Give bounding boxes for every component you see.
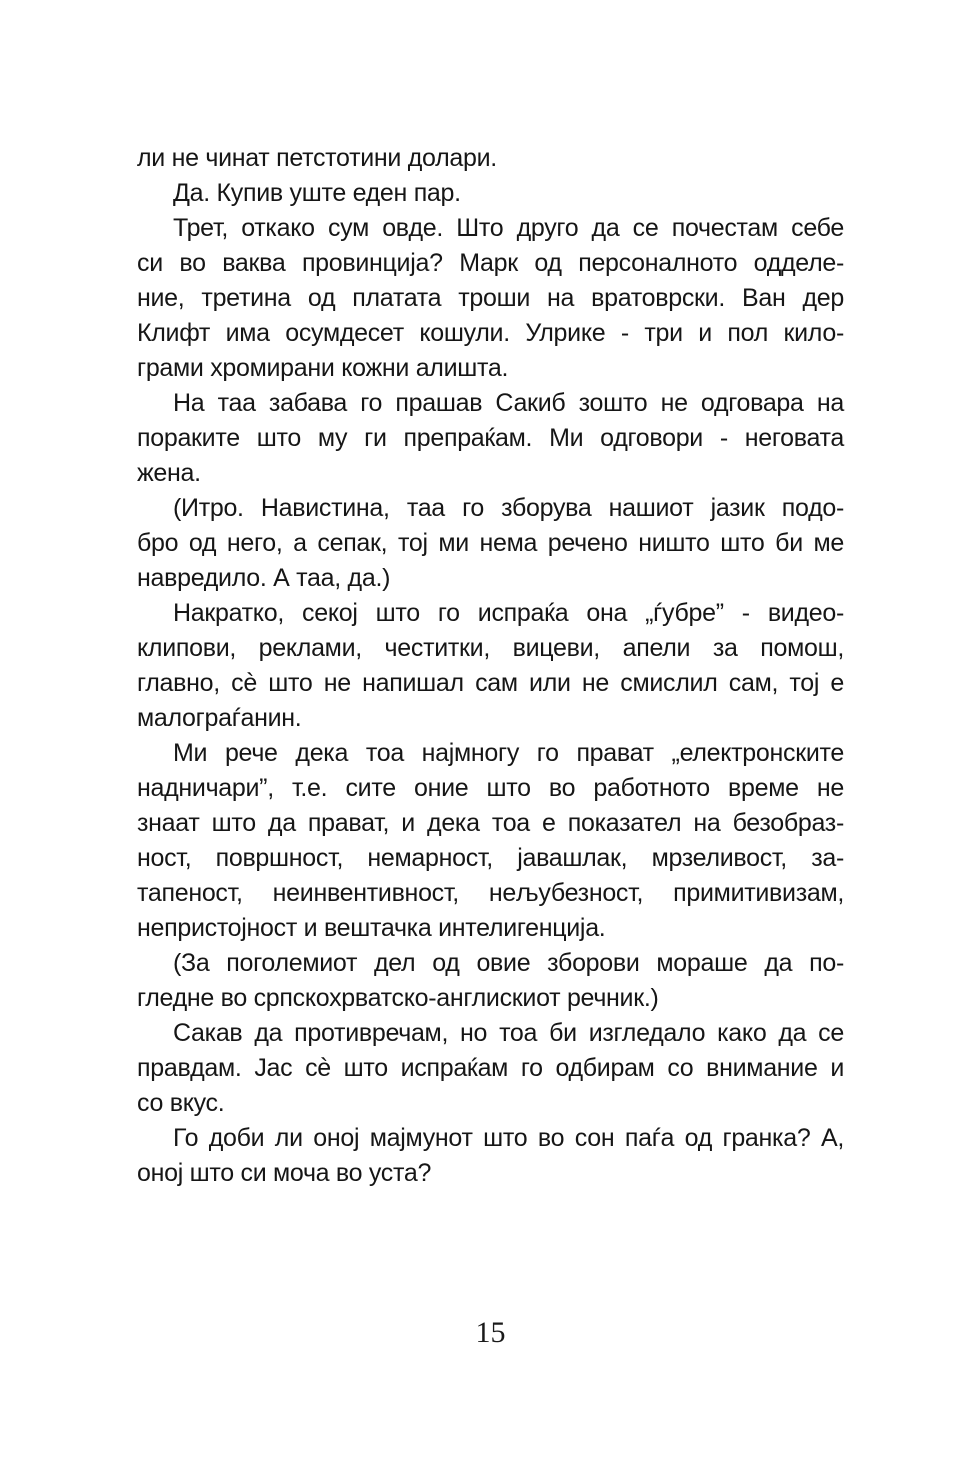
- text-line: ние, третина од платата троши на вратоврски. Ван дер: [137, 284, 844, 312]
- text-line: непристојност и вештачка интелигенција.: [137, 914, 606, 942]
- text-line: Сакав да противречам, но тоа би изгледало како да се: [173, 1019, 844, 1047]
- text-line: пораките што му ги препраќам. Ми одговори - неговата: [137, 424, 844, 452]
- text-line: навредило. А таа, да.): [137, 564, 391, 592]
- text-line: Го доби ли оној мајмунот што во сон паѓа од гранка? А,: [173, 1124, 844, 1152]
- text-line: Да. Купив уште еден пар.: [173, 179, 461, 207]
- text-line: малограѓанин.: [137, 704, 302, 732]
- text-line: гледне во српскохрватско-англискиот речник.): [137, 984, 659, 1012]
- text-line: (Итро. Навистина, таа го зборува нашиот јазик подо-: [173, 494, 844, 522]
- text-line: (За поголемиот дел од овие зборови мораше да по-: [173, 949, 844, 977]
- text-line: знаат што да прават, и дека тоа е показател на безобраз-: [137, 809, 844, 837]
- text-line: правдам. Јас сè што испраќам го одбирам со внимание и: [137, 1054, 844, 1082]
- text-line: надничари”, т.е. сите оние што во работното време не: [137, 774, 844, 802]
- text-line: си во ваква провинција? Марк од персоналното одделе-: [137, 249, 844, 277]
- text-line: жена.: [137, 459, 201, 487]
- text-line: Ми рече дека тоа најмногу го прават „електронските: [173, 739, 844, 767]
- text-line: На таа забава го прашав Сакиб зошто не одговара на: [173, 389, 844, 417]
- text-line: тапеност, неинвентивност, нељубезност, примитивизам,: [137, 879, 844, 907]
- page-number: 15: [475, 1316, 506, 1349]
- paragraph: [137, 386, 844, 491]
- text-line: клипови, реклами, честитки, вицеви, апели за помош,: [137, 634, 844, 662]
- text-line: Клифт има осумдесет кошули. Улрике - три и пол кило-: [137, 319, 844, 347]
- paragraph: [137, 1121, 844, 1191]
- text-line: Накратко, секој што го испраќа она „ѓубре” - видео-: [173, 599, 844, 627]
- text-line: ност, површност, немарност, јавашлак, мрзеливост, за-: [137, 844, 844, 872]
- text-line: ли не чинат петстотини долари.: [137, 144, 497, 172]
- paragraph: [137, 736, 844, 946]
- paragraph: [137, 1016, 844, 1121]
- text-line: бро од него, а сепак, тој ми нема речено ништо што би ме: [137, 529, 844, 557]
- paragraph: [137, 211, 844, 386]
- paragraph: [137, 176, 844, 211]
- paragraph: [137, 946, 844, 1016]
- paragraph: [137, 491, 844, 596]
- paragraph: [137, 596, 844, 736]
- page-text: [137, 141, 844, 1191]
- text-line: со вкус.: [137, 1089, 225, 1117]
- text-line: грами хромирани кожни алишта.: [137, 354, 509, 382]
- text-line: оној што си моча во уста?: [137, 1159, 432, 1187]
- text-line: главно, сè што не напишал сам или не смислил сам, тој е: [137, 669, 844, 697]
- paragraph: [137, 141, 844, 176]
- text-line: Трет, откако сум овде. Што друго да се почестам себе: [173, 214, 844, 242]
